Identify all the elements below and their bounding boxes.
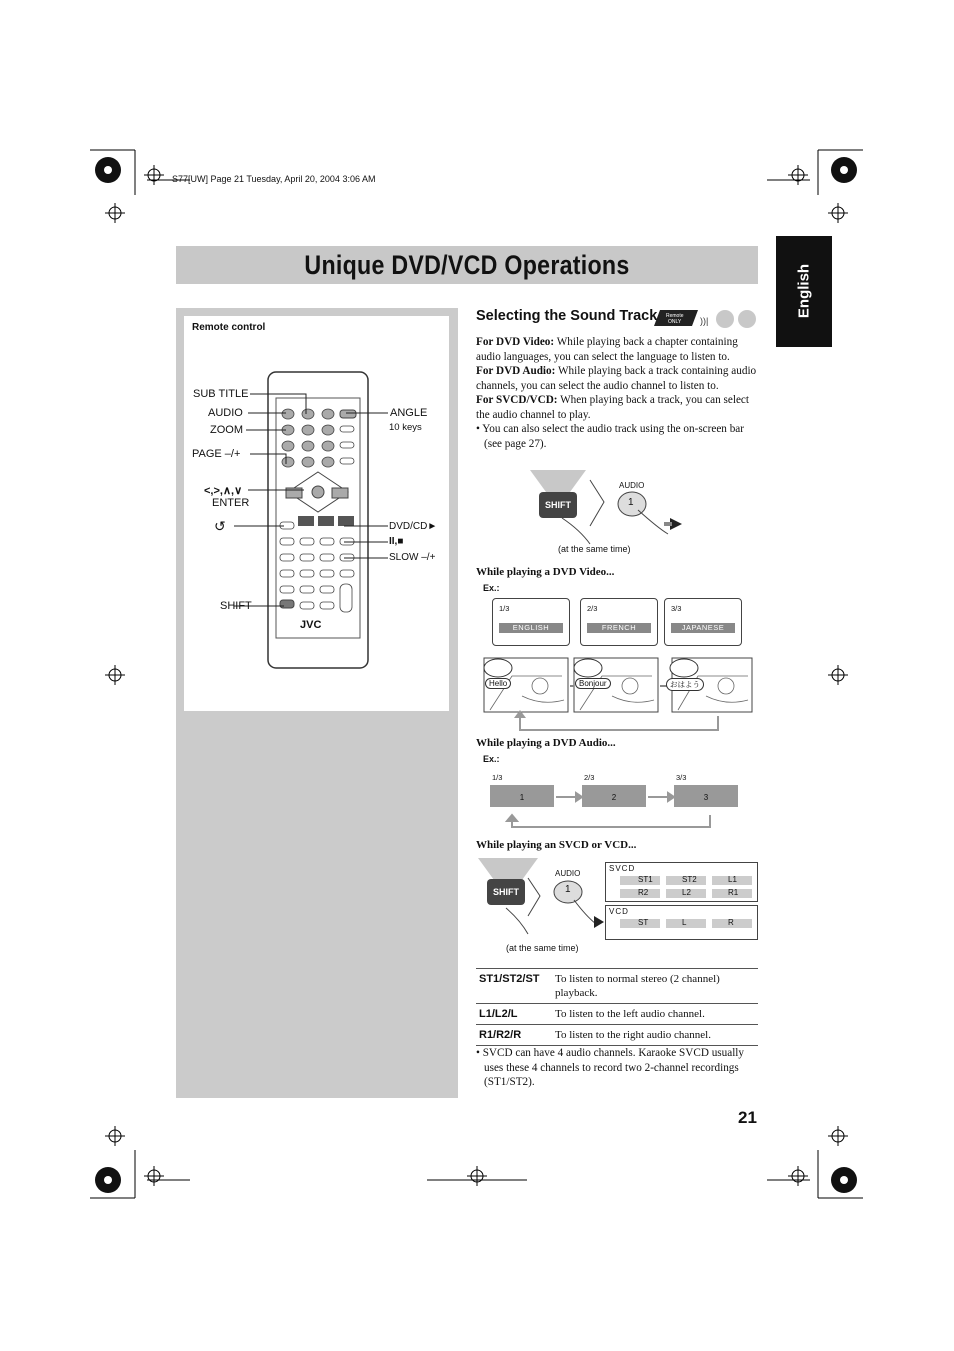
osd-language: FRENCH <box>587 623 651 633</box>
svcd-shift-button[interactable]: SHIFT <box>487 879 525 905</box>
aud-index: 2/3 <box>584 773 595 782</box>
svg-text:ONLY: ONLY <box>668 319 682 325</box>
svcd-note: • SVCD can have 4 audio channels. Karaoke SVCD usually uses these 4 channels to record two 2-channel recordings (ST1/ST2). <box>476 1047 745 1088</box>
movie-scenes <box>482 656 758 734</box>
label-enter: ENTER <box>212 497 250 509</box>
table-row <box>476 1004 758 1025</box>
speech-bubble-ohayou: おはよう <box>666 678 704 691</box>
label-page: PAGE –/+ <box>192 448 241 460</box>
label-slow: SLOW –/+ <box>389 552 436 563</box>
svcd-same-time: (at the same time) <box>506 943 579 953</box>
aud-value: 3 <box>703 793 709 802</box>
osd-index: 2/3 <box>587 604 598 613</box>
osd-screen-french <box>580 598 658 646</box>
svcd-label: SVCD <box>609 864 636 873</box>
dvd-audio-text: While playing back a track containing audio channels, you can select the audio channel to listen to. <box>476 365 757 392</box>
page-title: Unique DVD/VCD Operations <box>304 250 630 280</box>
label-sub-title: SUB TITLE <box>193 388 249 400</box>
channel-l2: L2 <box>682 888 691 897</box>
remote-only-badge-icon <box>652 308 758 330</box>
vcd-label: VCD <box>609 907 629 916</box>
svcd-key-one[interactable]: 1 <box>565 884 571 895</box>
label-angle: ANGLE <box>390 407 428 419</box>
remote-heading: Remote control <box>192 322 266 333</box>
dvd-audio-ex: Ex.: <box>483 754 500 764</box>
aud-index: 3/3 <box>676 773 687 782</box>
channel-r1: R1 <box>728 888 739 897</box>
dvd-audio-heading: While playing a DVD Audio... <box>476 737 616 749</box>
osd-index: 3/3 <box>671 604 682 613</box>
svcd-audio-label: AUDIO <box>555 869 581 878</box>
key-one[interactable]: 1 <box>628 497 634 508</box>
svcd-text: When playing back a track, you can select the audio channel to play. <box>476 394 749 421</box>
table-key: ST1/ST2/ST <box>476 969 552 1004</box>
channel-r2: R2 <box>638 888 649 897</box>
label-cursor: <,>,∧,∨ <box>204 485 243 497</box>
table-value: To listen to normal stereo (2 channel) playback. <box>552 969 758 1004</box>
same-time-note: (at the same time) <box>558 544 631 554</box>
osd-language: ENGLISH <box>499 623 563 633</box>
label-dvd-cd: DVD/CD► <box>389 521 438 532</box>
speech-bubble-hello: Hello <box>485 678 511 689</box>
svcd-heading: While playing an SVCD or VCD... <box>476 839 637 851</box>
dvd-video-ex: Ex.: <box>483 583 500 593</box>
table-key: L1/L2/L <box>476 1004 552 1025</box>
label-10-keys: 10 keys <box>389 422 422 433</box>
vcd-box <box>605 905 758 940</box>
dvd-video-text: While playing back a chapter containing audio languages, you can select the language to listen to. <box>476 336 738 363</box>
table-row <box>476 1025 758 1046</box>
table-value: To listen to the right audio channel. <box>552 1025 758 1046</box>
svg-text:Remote: Remote <box>666 313 684 319</box>
table-row <box>476 969 758 1004</box>
remote-brand: JVC <box>300 619 322 631</box>
onscreen-bar-note: • You can also select the audio track using the on-screen bar (see page 27). <box>476 423 744 450</box>
dvd-video-heading: While playing a DVD Video... <box>476 566 615 578</box>
section-title: Selecting the Sound Track <box>476 308 658 324</box>
osd-screen-english <box>492 598 570 646</box>
svcd-box <box>605 862 758 902</box>
audio-key-label: AUDIO <box>619 481 645 490</box>
return-icon: ↺ <box>214 518 226 534</box>
channel-st: ST <box>638 918 649 927</box>
table-value: To listen to the left audio channel. <box>552 1004 758 1025</box>
page-title-bar <box>176 246 758 284</box>
intro-text <box>476 335 761 451</box>
svcd-lead: For SVCD/VCD: <box>476 394 558 406</box>
osd-screen-japanese <box>664 598 742 646</box>
aud-value: 1 <box>519 793 525 802</box>
label-audio: AUDIO <box>208 407 243 419</box>
aud-index: 1/3 <box>492 773 503 782</box>
label-shift: SHIFT <box>220 600 252 612</box>
page-number: 21 <box>738 1108 757 1127</box>
dvd-video-lead: For DVD Video: <box>476 336 555 348</box>
language-tab-label: English <box>795 263 813 319</box>
label-zoom: ZOOM <box>210 424 243 436</box>
osd-index: 1/3 <box>499 604 510 613</box>
table-key: R1/R2/R <box>476 1025 552 1046</box>
shift-button[interactable]: SHIFT <box>539 492 577 518</box>
channel-l: L <box>682 918 687 927</box>
channel-l1: L1 <box>728 875 737 884</box>
print-note: S77[UW] Page 21 Tuesday, April 20, 2004 3:06 AM <box>172 174 376 184</box>
osd-language: JAPANESE <box>671 623 735 633</box>
aud-value: 2 <box>611 793 617 802</box>
label-pause-stop: II,■ <box>389 536 404 547</box>
channel-table <box>476 968 758 1046</box>
svg-text:))|: ))| <box>700 316 709 326</box>
channel-r: R <box>728 918 734 927</box>
channel-st1: ST1 <box>638 875 653 884</box>
language-tab <box>776 236 832 347</box>
speech-bubble-bonjour: Bonjour <box>575 678 611 689</box>
dvd-audio-lead: For DVD Audio: <box>476 365 556 377</box>
channel-st2: ST2 <box>682 875 697 884</box>
dvd-audio-arrows <box>490 785 740 831</box>
